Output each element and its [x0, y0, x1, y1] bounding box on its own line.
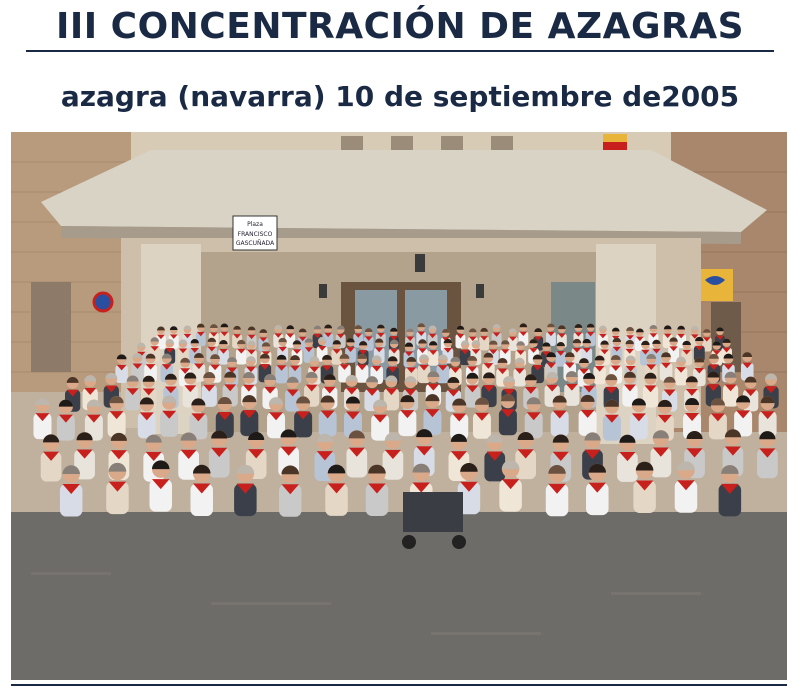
person [138, 397, 156, 438]
person [499, 460, 521, 511]
person [57, 400, 75, 441]
person [508, 328, 518, 351]
person [325, 465, 348, 516]
plaque-line-3: GASCUÑADA [235, 240, 275, 247]
person [630, 398, 648, 439]
person [125, 376, 140, 411]
person [499, 394, 517, 435]
person [757, 431, 778, 478]
person [719, 465, 742, 516]
person [190, 465, 213, 516]
person [294, 396, 312, 437]
person [734, 395, 752, 436]
person [603, 400, 621, 441]
person [651, 430, 672, 477]
plaque-line-2: FRANCISCO [237, 231, 273, 238]
person [564, 371, 579, 406]
person [189, 398, 207, 439]
person [423, 394, 441, 435]
person [41, 434, 62, 481]
person [709, 398, 727, 439]
no-parking-sign-icon [94, 293, 112, 311]
person [356, 354, 369, 383]
person [346, 430, 367, 477]
person [633, 462, 656, 513]
person [60, 465, 82, 516]
person [319, 396, 337, 437]
person [617, 435, 638, 482]
lamp-icon [415, 254, 425, 272]
person [479, 328, 489, 351]
person [660, 352, 673, 381]
person [156, 327, 166, 350]
person [675, 461, 698, 512]
person [450, 399, 468, 440]
person [723, 372, 738, 407]
group-photo [11, 132, 787, 680]
person [267, 397, 285, 438]
person [149, 460, 172, 511]
person [106, 463, 128, 514]
bottom-rule [11, 684, 787, 686]
person [513, 358, 526, 387]
group-photo-illustration [11, 132, 787, 680]
person [234, 465, 256, 516]
person [484, 434, 505, 481]
person [108, 396, 126, 437]
person [279, 466, 302, 517]
person [209, 430, 230, 477]
street-pavement [11, 512, 787, 680]
person [366, 465, 389, 516]
person [741, 352, 754, 381]
lamp-icon [319, 284, 327, 298]
plaque-line-1: Plaza [247, 221, 263, 228]
title-underline [26, 50, 774, 52]
person [236, 340, 247, 365]
person [275, 355, 288, 384]
person [675, 357, 688, 386]
person [33, 398, 51, 439]
page-title: III CONCENTRACIÓN DE AZAGRAS [55, 6, 745, 47]
person [593, 355, 606, 384]
person [551, 395, 569, 436]
person [160, 396, 178, 437]
person [473, 398, 491, 439]
person [579, 395, 597, 436]
building-canopy [41, 150, 767, 232]
person [525, 397, 543, 438]
person [759, 396, 777, 437]
lamp-icon [476, 284, 484, 298]
person [546, 465, 569, 516]
person [586, 464, 609, 515]
event-subtitle: azagra (navarra) 10 de septiembre de2005 [60, 80, 740, 113]
person [240, 395, 258, 436]
person [398, 395, 416, 436]
person [555, 342, 566, 367]
person [428, 341, 439, 366]
person [371, 400, 389, 441]
